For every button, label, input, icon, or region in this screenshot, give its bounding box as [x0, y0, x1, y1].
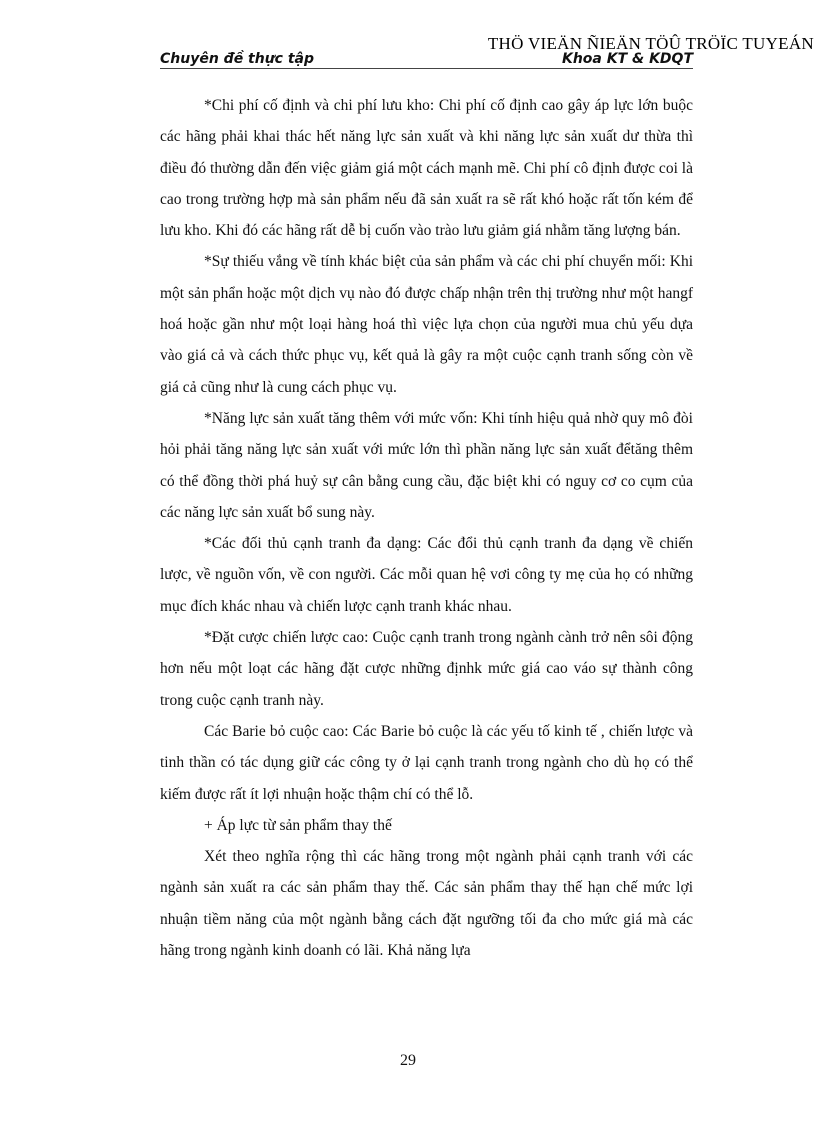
section-heading-substitutes: + Áp lực từ sản phẩm thay thế — [204, 816, 392, 834]
page-body — [160, 90, 693, 966]
header-faculty: Khoa KT & KDQT — [561, 51, 693, 67]
paragraph-exit-barriers: Các Barie bỏ cuộc cao: Các Barie bỏ cuộc là các yếu tố kinh tế , chiến lược và tinh thần có tác dụng giữ các công ty ở lại cạnh tranh trong ngành cho dù họ có thể kiếm được rất ít lợi nhuận hoặc thậm chí có thể lỗ. — [160, 722, 693, 803]
paragraph-strategic-stakes: *Đặt cược chiến lược cao: Cuộc cạnh tranh trong ngành cành trở nên sôi động hơn nếu một loạt các hãng đặt cược những địnhk mức giá cao váo sự thành công trong cuộc cạnh tranh này. — [160, 629, 693, 709]
page-number: 29 — [400, 1052, 416, 1069]
page-header — [160, 50, 693, 69]
paragraph-substitute-products: Xét theo nghĩa rộng thì các hãng trong một ngành phải cạnh tranh với các ngành sản xuất ra các sản phẩm thay thế. Các sản phẩm thay thế hạn chế mức lợi nhuận tiềm năng của một ngành bằng cách đặt ngưỡng tối đa cho mức giá mà các hãng trong ngành kinh doanh có lãi. Khả năng lựa — [160, 848, 693, 960]
paragraph-capacity-increase: *Năng lực sản xuất tăng thêm với mức vốn: Khi tính hiệu quả nhờ quy mô đòi hỏi phải tăng năng lực sản xuất với mức lớn thì phần năng lực sản xuất đểtăng thêm có thể đồng thời phá huỷ sự cân bằng cung cầu, đặc biệt khi có nguy cơ co cụm của các năng lực sản xuất bổ sung này. — [160, 409, 693, 521]
paragraph-fixed-costs: *Chi phí cố định và chi phí lưu kho: Chi phí cố định cao gây áp lực lớn buộc các hãng phải khai thác hết năng lực sản xuất và khi năng lực sản xuất dư thừa thì điều đó thường dẫn đến việc giảm giá một cách mạnh mẽ. Chi phí cô định được coi là cao trong trường hợp mà sản phẩm nếu đã sản xuất ra sẽ rất khó hoặc rất tốn kém để lưu kho. Khi đó các hãng rất dễ bị cuốn vào trào lưu giảm giá nhằm tăng lượng bán. — [160, 97, 693, 240]
paragraph-product-differentiation: *Sự thiếu vắng về tính khác biệt của sản phẩm và các chi phí chuyển mối: Khi một sản phẩn hoặc một dịch vụ nào đó được chấp nhận trên thị trường như một hangf hoá hoặc gần như một loại hàng hoá thì việc lựa chọn của người mua chủ yếu dựa vào giá cả và cách thức phục vụ, kết quả là gây ra một cuộc cạnh tranh sống còn về giá cả cũng như là cung cách phục vụ. — [160, 253, 693, 396]
paragraph-diverse-competitors: *Các đối thủ cạnh tranh đa dạng: Các đổi thủ cạnh tranh đa dạng về chiến lược, về nguồn vốn, về con người. Các mỗi quan hệ vơi công ty mẹ của họ có những mục đích khác nhau và chiến lược cạnh tranh khác nhau. — [160, 535, 693, 615]
header-document-title: Chuyên đề thực tập — [160, 51, 315, 67]
library-watermark: THÖ VIEÄN ÑIEÄN TÖÛ TRÖÏC TUYEÁN — [487, 34, 814, 53]
